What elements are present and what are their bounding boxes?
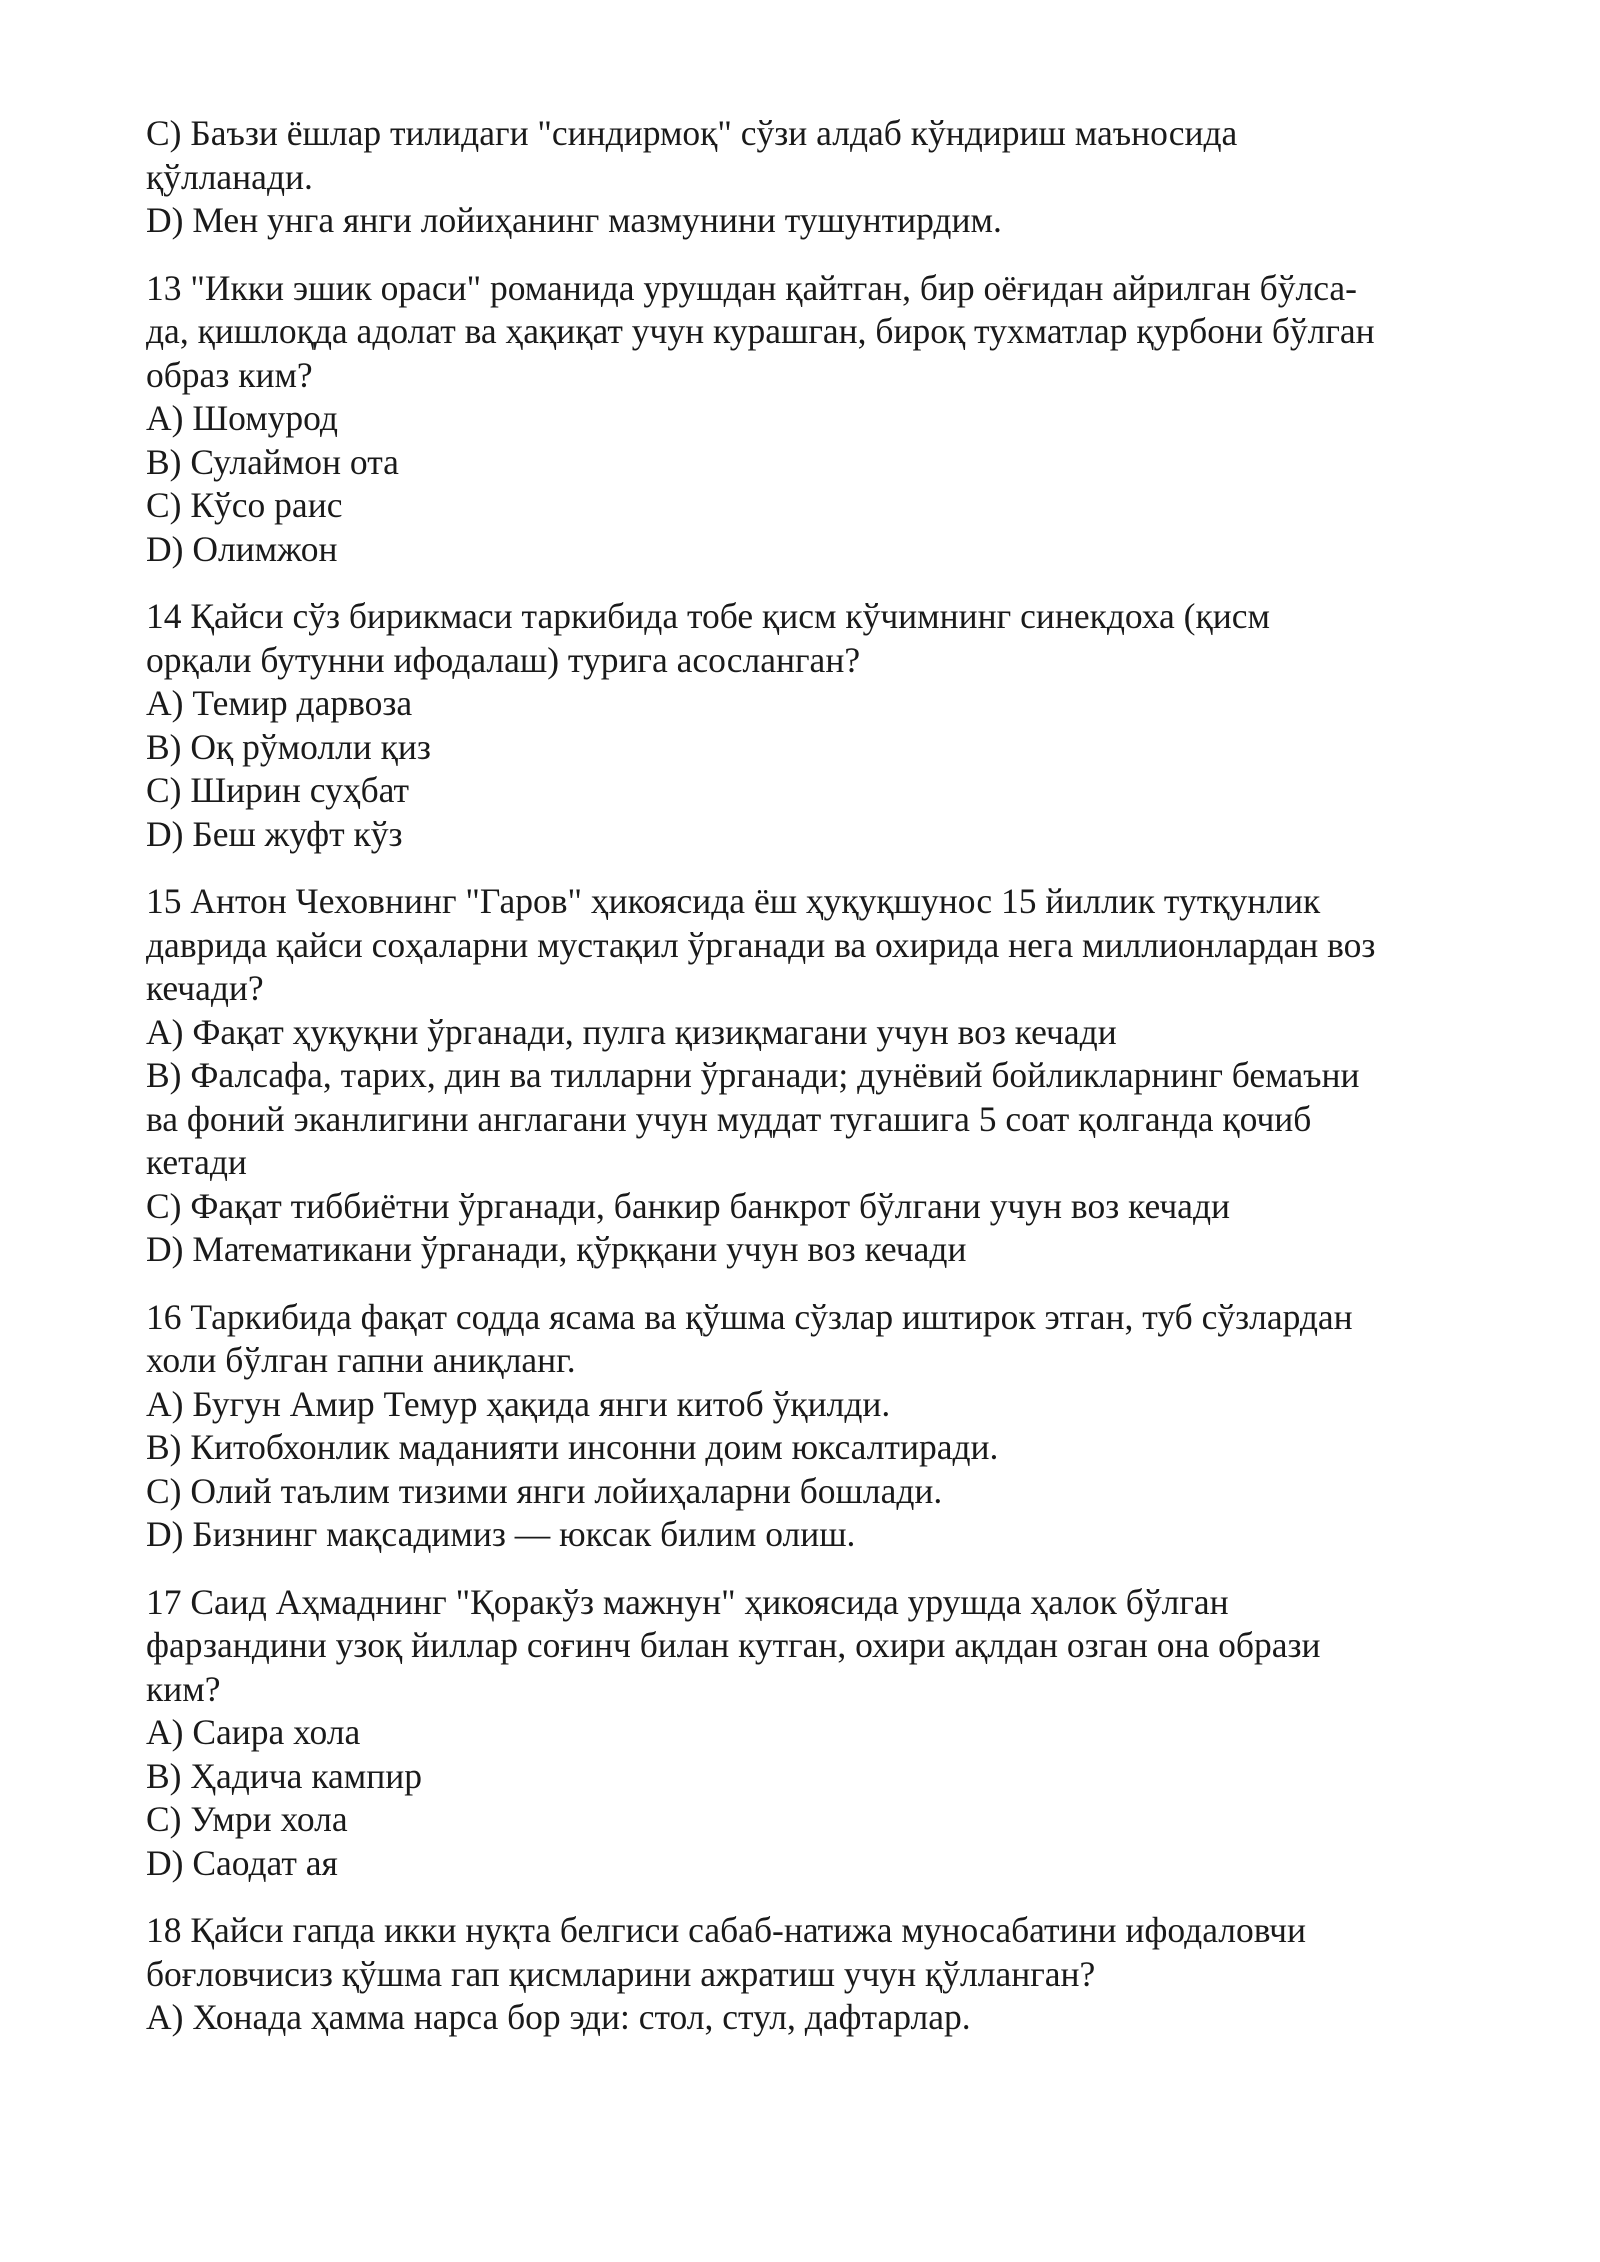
- option-b-line-1: B) Фалсафа, тарих, дин ва тилларни ўрганади; дунёвий бойликларнинг бемаъни: [146, 1055, 1360, 1095]
- question-15: [146, 880, 1476, 1272]
- previous-question-tail: [146, 112, 1476, 243]
- option-c: C) Умри хола: [146, 1799, 348, 1839]
- option-d: D) Саодат ая: [146, 1842, 338, 1883]
- option-c-line-1: C) Баъзи ёшлар тилидаги "синдирмоқ" сўзи алдаб кўндириш маъносида: [146, 113, 1238, 153]
- option-a: A) Бугун Амир Темур ҳақида янги китоб ўқилди.: [146, 1383, 891, 1424]
- stem-line: да, қишлоқда адолат ва ҳақиқат учун курашган, бироқ тухматлар қурбони бўлган: [146, 311, 1375, 351]
- question-13: [146, 267, 1476, 572]
- question-stem: [146, 1909, 1476, 1996]
- option-b-line-2: ва фоний эканлигини англагани учун муддат тугашига 5 соат қолганда қочиб: [146, 1098, 1312, 1139]
- question-stem: [146, 1296, 1476, 1383]
- stem-line: 14 Қайси сўз бирикмаси таркибида тобе қисм кўчимнинг синекдоха (қисм: [146, 596, 1270, 636]
- option-d: D) Олимжон: [146, 528, 338, 569]
- question-14: [146, 595, 1476, 856]
- option-b: B) Китобхонлик маданияти инсонни доим юксалтиради.: [146, 1427, 999, 1467]
- option-c: C) Кўсо раис: [146, 485, 343, 525]
- question-stem: [146, 267, 1476, 398]
- stem-line: 16 Таркибида фақат содда ясама ва қўшма сўзлар иштирок этган, туб сўзлардан: [146, 1296, 1353, 1337]
- stem-line: 13 "Икки эшик ораси" романида урушдан қайтган, бир оёғидан айрилган бўлса-: [146, 267, 1357, 308]
- stem-line: образ ким?: [146, 354, 313, 395]
- question-16: [146, 1296, 1476, 1557]
- option-a: A) Саира хола: [146, 1712, 361, 1752]
- option-b-line-3: кетади: [146, 1142, 247, 1182]
- option-c-line-2: қўлланади.: [146, 156, 313, 197]
- option-a: A) Хонада ҳамма нарса бор эди: стол, стул, дафтарлар.: [146, 1997, 971, 2037]
- stem-line: 18 Қайси гапда икки нуқта белгиси сабаб-натижа муносабатини ифодаловчи: [146, 1910, 1306, 1950]
- option-d: D) Беш жуфт кўз: [146, 813, 403, 854]
- question-stem: [146, 1581, 1476, 1712]
- stem-line: ким?: [146, 1668, 221, 1709]
- option-b: B) Ҳадича кампир: [146, 1755, 422, 1796]
- option-d: D) Бизнинг мақсадимиз — юксак билим олиш.: [146, 1514, 856, 1554]
- option-a: A) Шомурод: [146, 398, 338, 438]
- option-b: B) Оқ рўмолли қиз: [146, 726, 431, 767]
- document-page: [146, 112, 1476, 2040]
- stem-line: 17 Саид Аҳмаднинг "Қоракўз мажнун" ҳикоясида урушда ҳалок бўлган: [146, 1581, 1229, 1622]
- stem-line: холи бўлган гапни аниқланг.: [146, 1340, 576, 1380]
- option-c: C) Фақат тиббиётни ўрганади, банкир банкрот бўлгани учун воз кечади: [146, 1185, 1230, 1226]
- stem-line: кечади?: [146, 968, 264, 1008]
- stem-line: боғловчисиз қўшма гап қисмларини ажратиш учун қўлланган?: [146, 1953, 1096, 1994]
- question-stem: [146, 880, 1476, 1011]
- option-b: B) Сулаймон ота: [146, 441, 399, 482]
- option-d: D) Мен унга янги лойиҳанинг мазмунини тушунтирдим.: [146, 200, 1002, 240]
- option-d: D) Математикани ўрганади, қўрққани учун воз кечади: [146, 1229, 967, 1269]
- option-a: A) Фақат ҳуқуқни ўрганади, пулга қизиқмагани учун воз кечади: [146, 1011, 1117, 1052]
- question-18: [146, 1909, 1476, 2040]
- stem-line: орқали бутунни ифодалаш) турига асосланган?: [146, 639, 861, 680]
- question-stem: [146, 595, 1476, 682]
- stem-line: 15 Антон Чеховнинг "Гаров" ҳикоясида ёш ҳуқуқшунос 15 йиллик тутқунлик: [146, 881, 1321, 921]
- option-c: C) Ширин суҳбат: [146, 770, 410, 810]
- stem-line: фарзандини узоқ йиллар соғинч билан кутган, охири ақлдан озган она образи: [146, 1625, 1321, 1665]
- question-17: [146, 1581, 1476, 1886]
- option-a: A) Темир дарвоза: [146, 683, 413, 723]
- stem-line: даврида қайси соҳаларни мустақил ўрганади ва охирида нега миллионлардан воз: [146, 924, 1376, 965]
- option-c: C) Олий таълим тизими янги лойиҳаларни бошлади.: [146, 1470, 943, 1511]
